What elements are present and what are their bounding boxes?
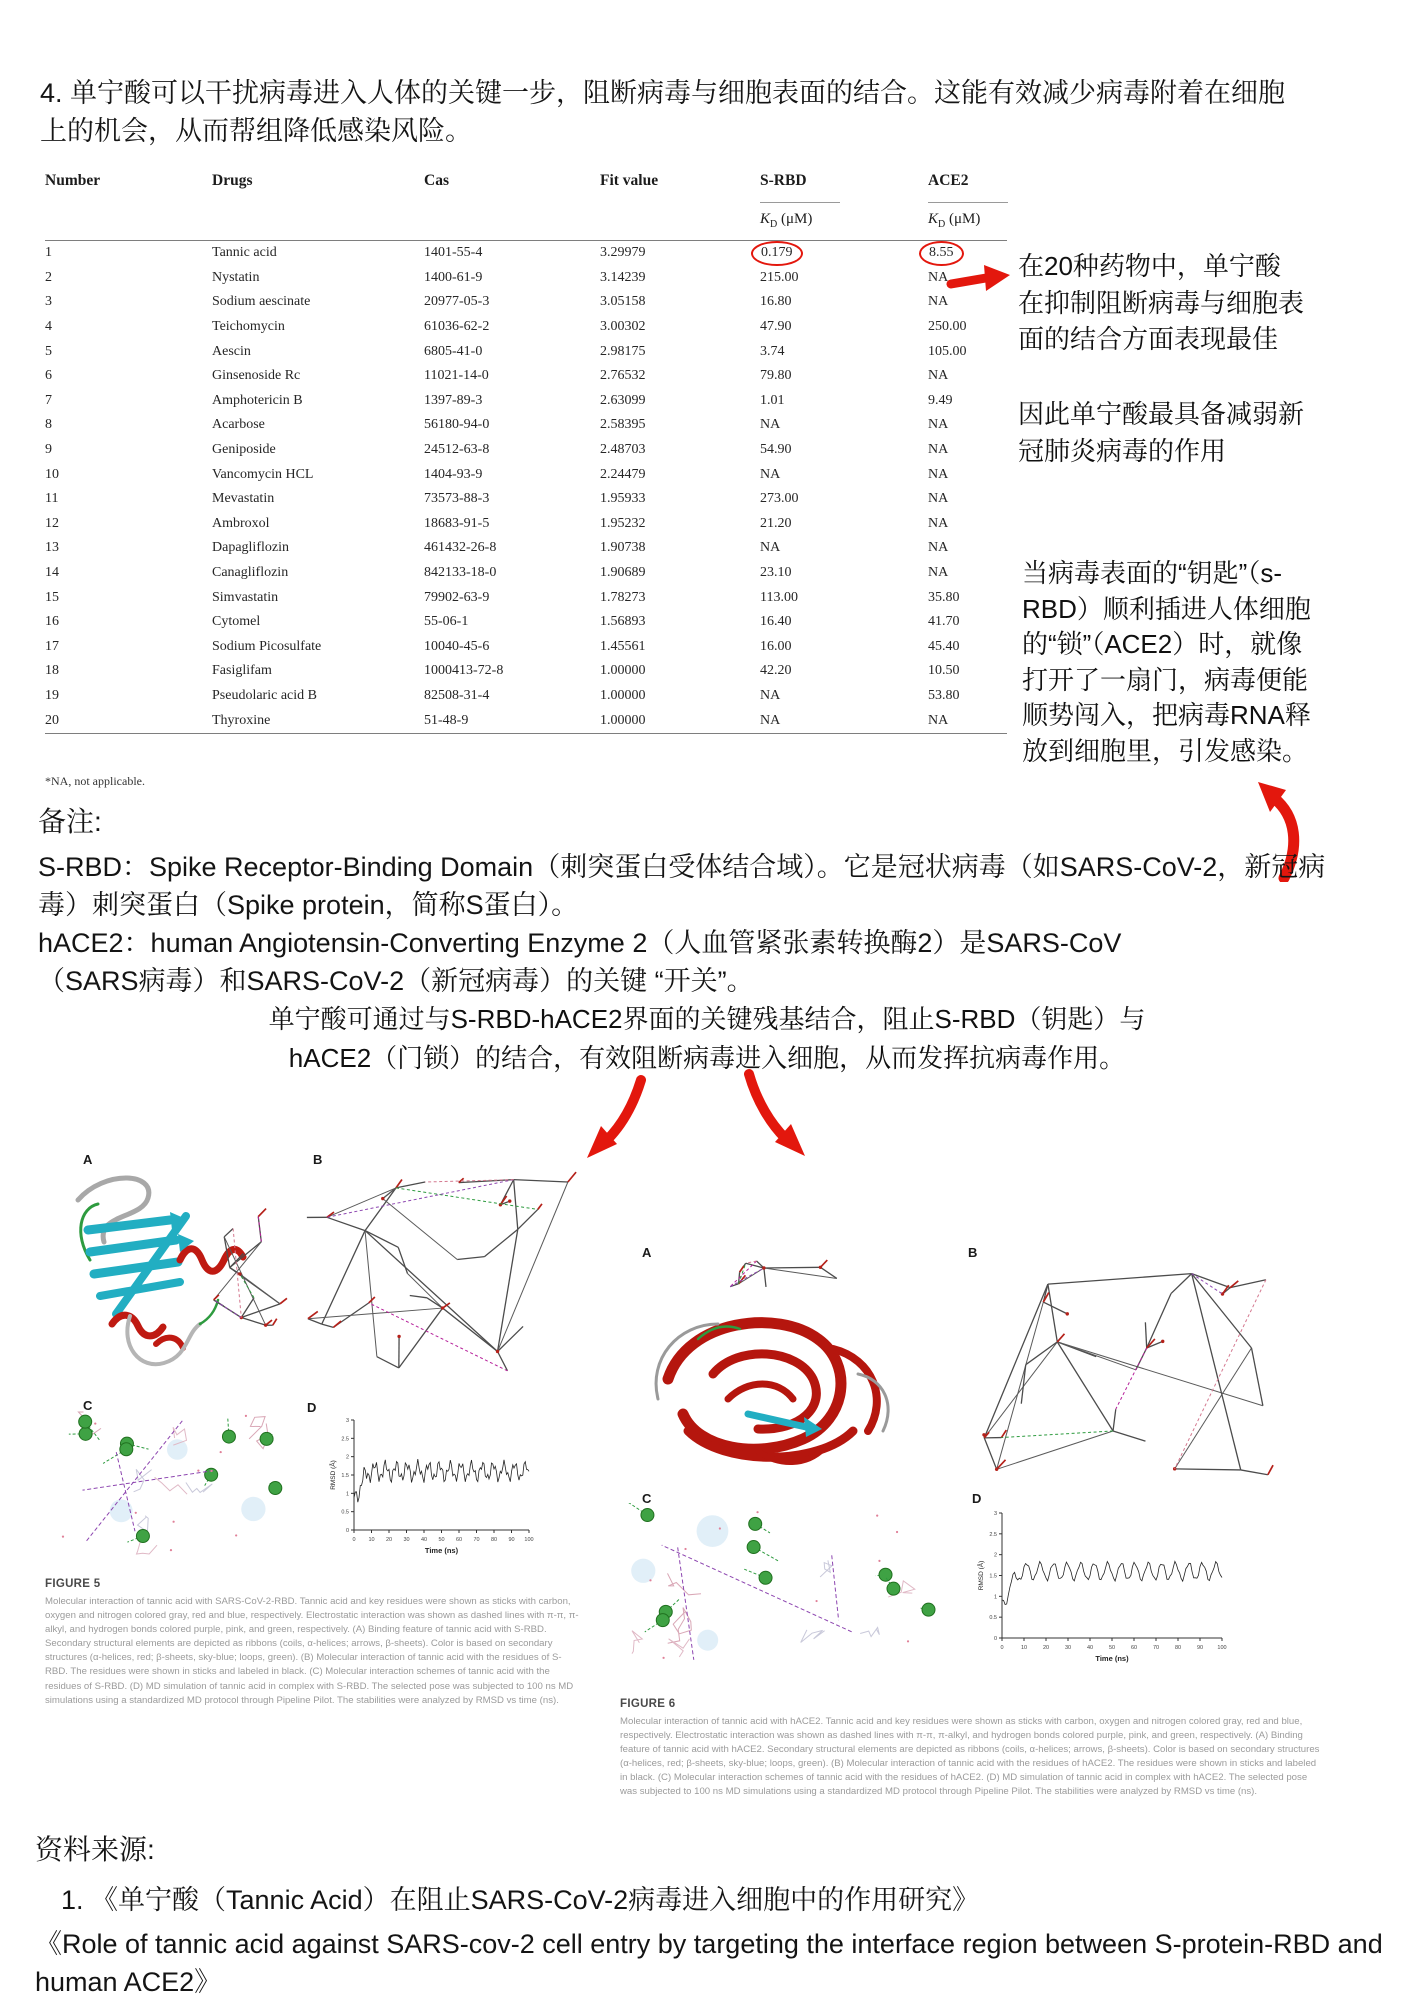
notes-title: 备注: <box>38 806 102 837</box>
col-number: 13 <box>45 540 59 556</box>
table-row <box>45 462 1007 487</box>
col-drug: Tannic acid <box>212 241 424 266</box>
col-number: 1 <box>45 241 212 266</box>
col-srbd: 54.90 <box>760 442 792 458</box>
col-cas: 82508-31-4 <box>424 687 490 703</box>
svg-text:0: 0 <box>1000 1645 1004 1651</box>
svg-text:2: 2 <box>993 1552 997 1559</box>
col-cas: 6805-41-0 <box>424 343 483 359</box>
figure6-interaction-sticks <box>962 1257 1292 1485</box>
col-drug: Geniposide <box>212 442 276 458</box>
source-item-cn: 1. 《单宁酸（Tannic Acid）在阻止SARS-CoV-2病毒进入细胞中的作用研究》 <box>61 1885 980 1915</box>
col-srbd: 113.00 <box>760 589 798 605</box>
col-ace2: NA <box>928 708 1007 733</box>
figure5-interaction-scheme <box>55 1408 300 1558</box>
col-srbd: 215.00 <box>760 269 799 285</box>
table-row <box>45 339 1007 364</box>
col-drug: Thyroxine <box>212 708 424 733</box>
col-fit: 1.00000 <box>600 663 646 679</box>
figure5-title: FIGURE 5 <box>45 1578 101 1590</box>
col-srbd: NA <box>760 417 781 433</box>
figure5-interaction-sticks <box>290 1164 585 1392</box>
col-ace2: NA <box>928 294 949 310</box>
col-fit: 2.76532 <box>600 368 646 384</box>
col-ace2: 9.49 <box>928 392 953 408</box>
figure6-ribbon-structure <box>628 1279 948 1487</box>
col-srbd: 16.00 <box>760 638 792 654</box>
svg-text:50: 50 <box>438 1537 445 1543</box>
col-fit: 2.98175 <box>600 343 646 359</box>
col-drug: Sodium Picosulfate <box>212 638 322 654</box>
col-ace2: NA <box>928 269 949 285</box>
col-header-ace2: ACE2 <box>928 172 969 189</box>
table-row <box>45 364 1007 389</box>
col-number: 8 <box>45 417 52 433</box>
col-drug: Acarbose <box>212 417 265 433</box>
svg-text:3: 3 <box>993 1511 997 1517</box>
table-subheader-row <box>45 202 1007 241</box>
svg-text:70: 70 <box>1152 1645 1160 1651</box>
figure5-panels <box>55 1150 585 1560</box>
svg-text:60: 60 <box>455 1537 463 1543</box>
svg-text:100: 100 <box>1217 1645 1227 1651</box>
kd-label-ace2: $K_D$ (μM) <box>928 202 1007 241</box>
col-drug: Cytomel <box>212 614 261 630</box>
figure5-panel-d-label: D <box>307 1400 317 1415</box>
figure5-caption <box>45 1578 580 1708</box>
col-number: 20 <box>45 708 212 733</box>
col-fit: 1.90738 <box>600 540 646 556</box>
table-header-row <box>45 172 1007 202</box>
col-cas: 10040-45-6 <box>424 638 490 654</box>
drug-table-element <box>45 172 1007 734</box>
col-drug: Sodium aescinate <box>212 294 311 310</box>
figure6-caption <box>620 1698 1320 1800</box>
svg-text:0.5: 0.5 <box>989 1615 997 1622</box>
col-number: 6 <box>45 368 52 384</box>
col-header-drugs: Drugs <box>212 172 253 189</box>
svg-text:Time (ns): Time (ns) <box>424 1546 459 1555</box>
col-fit: 2.48703 <box>600 442 646 458</box>
svg-text:30: 30 <box>1064 1645 1072 1651</box>
col-srbd <box>760 241 928 266</box>
figure6-caption-text: Molecular interaction of tannic acid with hACE2. Tannic acid and key residues were shown as sticks with carbon, oxygen and nitrogen colored gray, red and blue, respectively. Electrostatic interaction was shown as dashed lines with π-π, π-alkyl, and hydrogen bonds colored purple, pink, and green, respectively. (A) Binding feature of tannic acid with hACE2. Secondary structural elements are depicted as ribbons (coils, α-helices; arrows, β-sheets). Color is based on secondary structures (α-helices, red; β-sheets, sky-blue; loops, green). (B) Molecular interaction of tannic acid with the residues of hACE2. The residues were shown in sticks and labeled in black. (C) Molecular interaction schemes of tannic acid with the residues of hACE2. (D) MD simulation of tannic acid in complex with hACE2. The selected pose was subjected to 100 ns MD simulations using a standardized MD protocol through Pipeline Pilot. The stabilities were analyzed by RMSD vs time (ns). <box>620 1716 1320 1798</box>
svg-text:20: 20 <box>1042 1645 1050 1651</box>
table-row <box>45 659 1007 684</box>
col-fit: 3.14239 <box>600 269 646 285</box>
arrow-down-right-icon <box>737 1066 819 1162</box>
table-row <box>45 635 1007 660</box>
annotation-conclusion: 因此单宁酸最具备减弱新冠肺炎病毒的作用 <box>1018 399 1305 466</box>
table-row <box>45 438 1007 463</box>
col-cas: 20977-05-3 <box>424 294 490 310</box>
table-footnote: *NA, not applicable. <box>45 774 145 788</box>
col-number: 10 <box>45 466 59 482</box>
col-ace2: 45.40 <box>928 638 960 654</box>
col-srbd: NA <box>760 687 781 703</box>
col-drug: Amphotericin B <box>212 392 303 408</box>
figure6-panels <box>620 1245 1300 1690</box>
svg-text:0: 0 <box>993 1636 997 1642</box>
col-number: 15 <box>45 589 59 605</box>
col-fit: 2.58395 <box>600 417 646 433</box>
figure6-panel-d-label: D <box>972 1491 982 1506</box>
table-row <box>45 610 1007 635</box>
col-header-fit: Fit value <box>600 172 659 189</box>
intro-paragraph: 4. 单宁酸可以干扰病毒进入人体的关键一步，阻断病毒与细胞表面的结合。这能有效减少病毒附着在细胞上的机会，从而帮组降低感染风险。 <box>40 78 1286 146</box>
col-ace2: 10.50 <box>928 663 960 679</box>
note-srbd: S-RBD：Spike Receptor-Binding Domain（刺突蛋白受体结合域）。它是冠状病毒（如SARS-CoV-2，新冠病毒）刺突蛋白（Spike protein，简称S蛋白）。 <box>38 852 1326 920</box>
col-ace2: 53.80 <box>928 687 960 703</box>
col-ace2: 105.00 <box>928 343 967 359</box>
col-cas: 1401-55-4 <box>424 241 600 266</box>
table-row <box>45 512 1007 537</box>
svg-text:RMSD (Å): RMSD (Å) <box>330 1460 337 1490</box>
col-number: 4 <box>45 319 52 335</box>
figure6-panel-c-label: C <box>642 1491 652 1506</box>
col-drug: Teichomycin <box>212 319 285 335</box>
figure6-panel-b-label: B <box>968 1245 978 1260</box>
svg-text:0.5: 0.5 <box>341 1509 349 1516</box>
col-srbd: 16.40 <box>760 614 792 630</box>
col-number: 2 <box>45 269 52 285</box>
col-srbd: NA <box>760 466 781 482</box>
col-ace2: 35.80 <box>928 589 960 605</box>
statement-paragraph: 单宁酸可通过与S-RBD-hACE2界面的关键残基结合，阻止S-RBD（钥匙）与hACE2（门锁）的结合，有效阻断病毒进入细胞，从而发挥抗病毒作用。 <box>268 1004 1146 1073</box>
svg-text:60: 60 <box>1130 1645 1138 1651</box>
svg-text:40: 40 <box>1086 1645 1094 1651</box>
col-fit: 1.90689 <box>600 565 646 581</box>
col-number: 7 <box>45 392 52 408</box>
col-cas: 461432-26-8 <box>424 540 497 556</box>
col-number: 17 <box>45 638 59 654</box>
col-drug: Dapagliflozin <box>212 540 289 556</box>
table-row <box>45 585 1007 610</box>
figure5-panel-b-label: B <box>313 1152 323 1167</box>
col-drug: Ginsenoside Rc <box>212 368 301 384</box>
col-ace2: NA <box>928 565 949 581</box>
col-fit: 2.63099 <box>600 392 646 408</box>
col-fit: 1.95232 <box>600 515 646 531</box>
source-item-en: 《Role of tannic acid against SARS-cov-2 cell entry by targeting the interface region between S-protein-RBD and human ACE2》 <box>35 1929 1383 1997</box>
svg-text:20: 20 <box>385 1537 393 1543</box>
kd-label-srbd: $K_D$ (μM) <box>760 202 928 241</box>
col-ace2: 41.70 <box>928 614 960 630</box>
col-cas: 51-48-9 <box>424 708 600 733</box>
svg-text:2: 2 <box>345 1454 349 1461</box>
col-drug: Vancomycin HCL <box>212 466 314 482</box>
svg-text:10: 10 <box>1020 1645 1028 1651</box>
col-fit: 3.05158 <box>600 294 646 310</box>
svg-text:2.5: 2.5 <box>989 1531 997 1538</box>
col-srbd: 3.74 <box>760 343 785 359</box>
col-fit: 1.95933 <box>600 491 646 507</box>
col-cas: 1404-93-9 <box>424 466 483 482</box>
col-drug: Canagliflozin <box>212 565 289 581</box>
col-ace2: 250.00 <box>928 319 967 335</box>
col-cas: 842133-18-0 <box>424 565 497 581</box>
note-hace2: hACE2：human Angiotensin-Converting Enzyme 2（人血管紧张素转换酶2）是SARS-CoV（SARS病毒）和SARS-CoV-2（新冠病毒）的关键 “开关”。 <box>38 928 1122 996</box>
col-cas: 61036-62-2 <box>424 319 490 335</box>
col-srbd: 79.80 <box>760 368 792 384</box>
col-fit: 3.00302 <box>600 319 646 335</box>
col-number: 3 <box>45 294 52 310</box>
table-row <box>45 290 1007 315</box>
figure5-panel-c-label: C <box>83 1398 93 1413</box>
col-drug: Mevastatin <box>212 491 275 507</box>
col-srbd: 23.10 <box>760 565 792 581</box>
table-row <box>45 315 1007 340</box>
figure6-rmsd-plot <box>975 1505 1230 1665</box>
col-drug: Aescin <box>212 343 251 359</box>
col-cas: 73573-88-3 <box>424 491 490 507</box>
table-row <box>45 708 1007 733</box>
figure6-panel-a-label: A <box>642 1245 652 1260</box>
table-row <box>45 536 1007 561</box>
col-ace2: NA <box>928 540 949 556</box>
svg-text:1.5: 1.5 <box>341 1473 349 1479</box>
source-title: 资料来源: <box>35 1834 155 1865</box>
col-drug: Fasiglifam <box>212 663 272 679</box>
col-cas: 56180-94-0 <box>424 417 490 433</box>
svg-text:40: 40 <box>420 1537 428 1543</box>
svg-text:70: 70 <box>473 1537 480 1543</box>
svg-text:Time (ns): Time (ns) <box>1095 1654 1129 1663</box>
svg-text:1: 1 <box>345 1491 349 1498</box>
svg-text:RMSD (Å): RMSD (Å) <box>978 1560 985 1591</box>
col-cas: 1397-89-3 <box>424 392 483 408</box>
figure5-ligand-sticks <box>203 1172 298 1347</box>
col-number: 18 <box>45 663 59 679</box>
col-fit: 1.56893 <box>600 614 646 630</box>
table-row <box>45 684 1007 709</box>
figure5-rmsd-plot <box>327 1412 537 1557</box>
highlight-circle: 0.179 <box>751 241 803 266</box>
col-srbd: 273.00 <box>760 491 799 507</box>
col-drug: Nystatin <box>212 269 260 285</box>
svg-text:90: 90 <box>1196 1645 1204 1651</box>
col-number: 19 <box>45 687 59 703</box>
arrow-down-left-icon <box>575 1072 655 1162</box>
col-ace2: NA <box>928 515 949 531</box>
col-srbd: 42.20 <box>760 663 792 679</box>
arrow-right-icon <box>946 258 1012 300</box>
col-number: 9 <box>45 442 52 458</box>
svg-text:90: 90 <box>508 1537 515 1543</box>
col-number: 11 <box>45 491 59 507</box>
figure5-caption-text: Molecular interaction of tannic acid with SARS-CoV-2-RBD. Tannic acid and key residues were shown as sticks with carbon, oxygen and nitrogen colored gray, red and blue, respectively. Electrostatic interaction was shown as dashed lines with π-π, π-alkyl, and hydrogen bonds colored purple, pink, and green, respectively. (A) Binding feature of tannic acid with S-RBD. Secondary structural elements are depicted as ribbons (coils, α-helices; arrows, β-sheets). Color is based on secondary structures (α-helices, red; β-sheets, sky-blue; loops, green). (B) Molecular interaction of tannic acid with the residues of S-RBD. The residues were shown in sticks and labeled in black. (C) Molecular interaction schemes of tannic acid with the residues of S-RBD. (D) MD simulation of tannic acid in complex with S-RBD. The selected pose was subjected to 100 ns MD simulations using a standardized MD protocol through Pipeline Pilot. The stabilities were analyzed by RMSD vs time (ns). <box>45 1596 579 1706</box>
col-ace2: NA <box>928 491 949 507</box>
col-drug: Simvastatin <box>212 589 279 605</box>
col-fit: 3.29979 <box>600 241 760 266</box>
svg-text:3: 3 <box>345 1418 349 1424</box>
col-ace2: NA <box>928 417 949 433</box>
col-number: 5 <box>45 343 52 359</box>
svg-text:50: 50 <box>1108 1645 1116 1651</box>
col-cas: 24512-63-8 <box>424 442 490 458</box>
svg-text:80: 80 <box>490 1537 498 1543</box>
highlight-circle: 8.55 <box>919 241 964 266</box>
drug-table-body <box>45 241 1007 734</box>
svg-text:0: 0 <box>352 1537 356 1543</box>
col-drug: Pseudolaric acid B <box>212 687 317 703</box>
col-fit: 1.45561 <box>600 638 646 654</box>
col-ace2: NA <box>928 368 949 384</box>
annotation-best-performance: 在20种药物中，单宁酸在抑制阻断病毒与细胞表面的结合方面表现最佳 <box>1018 251 1305 354</box>
col-srbd: NA <box>760 708 928 733</box>
col-number: 16 <box>45 614 59 630</box>
col-ace2: NA <box>928 442 949 458</box>
col-srbd: 16.80 <box>760 294 792 310</box>
table-row <box>45 266 1007 291</box>
col-ace2: NA <box>928 466 949 482</box>
svg-text:30: 30 <box>403 1537 410 1543</box>
figure5-panel-a-label: A <box>83 1152 93 1167</box>
col-header-cas: Cas <box>424 172 449 189</box>
col-header-number: Number <box>45 172 101 189</box>
drug-table <box>45 172 1007 734</box>
notes-section <box>38 800 1383 1000</box>
svg-text:10: 10 <box>368 1537 375 1543</box>
col-drug: Ambroxol <box>212 515 270 531</box>
figure6-title: FIGURE 6 <box>620 1698 676 1710</box>
col-fit: 2.24479 <box>600 466 646 482</box>
col-number: 12 <box>45 515 59 531</box>
col-header-srbd: S-RBD <box>760 172 807 189</box>
col-number: 14 <box>45 565 59 581</box>
svg-text:0: 0 <box>345 1528 349 1534</box>
col-fit: 1.00000 <box>600 687 646 703</box>
col-cas: 11021-14-0 <box>424 368 489 384</box>
col-srbd: 1.01 <box>760 392 785 408</box>
source-section <box>35 1828 1407 2000</box>
col-srbd: 21.20 <box>760 515 792 531</box>
table-row <box>45 487 1007 512</box>
annotation-key-lock: 当病毒表面的“钥匙”（s-RBD）顺利插进人体细胞的“锁”（ACE2）时，就像打开了一扇门，病毒便能顺势闯入，把病毒RNA释放到细胞里，引发感染。 <box>1022 558 1311 766</box>
svg-text:2.5: 2.5 <box>341 1436 349 1443</box>
col-fit: 1.00000 <box>600 708 760 733</box>
figure6-interaction-scheme <box>628 1503 948 1671</box>
table-row <box>45 389 1007 414</box>
svg-text:80: 80 <box>1174 1645 1182 1651</box>
col-cas: 18683-91-5 <box>424 515 490 531</box>
col-cas: 55-06-1 <box>424 614 469 630</box>
svg-text:1: 1 <box>993 1594 997 1601</box>
col-srbd: 47.90 <box>760 319 792 335</box>
col-cas: 1000413-72-8 <box>424 663 504 679</box>
svg-text:1.5: 1.5 <box>989 1573 997 1580</box>
table-row <box>45 561 1007 586</box>
svg-text:100: 100 <box>524 1537 534 1543</box>
table-row <box>45 413 1007 438</box>
col-srbd: NA <box>760 540 781 556</box>
table-row <box>45 241 1007 266</box>
col-cas: 79902-63-9 <box>424 589 490 605</box>
col-fit: 1.78273 <box>600 589 646 605</box>
col-cas: 1400-61-9 <box>424 269 483 285</box>
